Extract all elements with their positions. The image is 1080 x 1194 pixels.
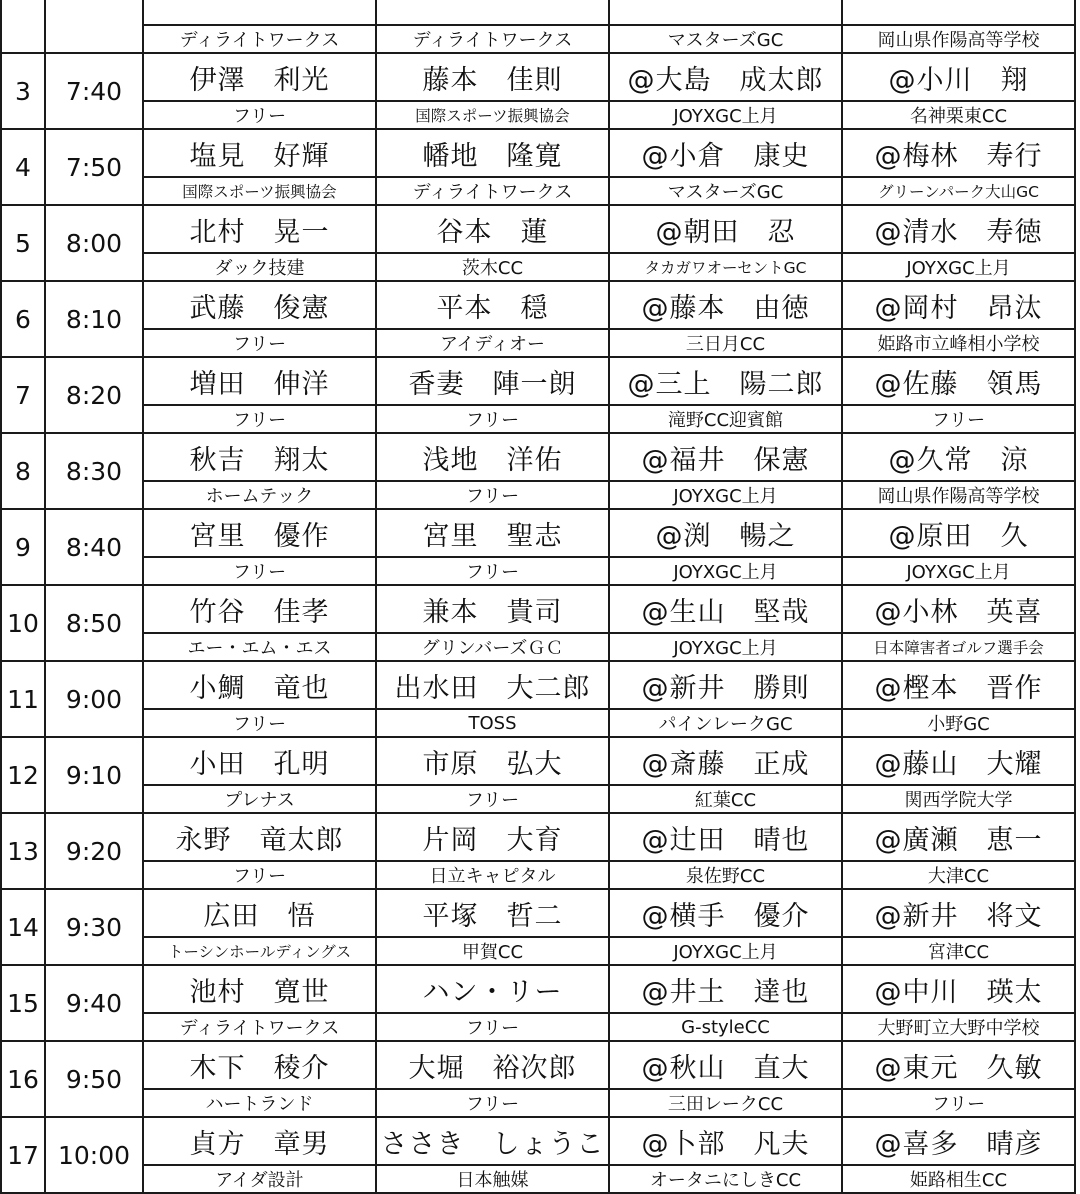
player-affiliation: パインレークGC <box>609 709 842 737</box>
group-row <box>1 509 1075 557</box>
player-name <box>842 0 1075 25</box>
player-affiliation: 滝野CC迎賓館 <box>609 405 842 433</box>
player-name: @中川 瑛太 <box>842 965 1075 1013</box>
tee-time: 8:40 <box>45 509 143 585</box>
tee-time: 9:40 <box>45 965 143 1041</box>
player-name: 小鯛 竜也 <box>143 661 376 709</box>
player-affiliation: フリー <box>376 1013 609 1041</box>
player-affiliation: 岡山県作陽高等学校 <box>842 481 1075 509</box>
player-name: @卜部 凡夫 <box>609 1117 842 1165</box>
player-name: @小倉 康史 <box>609 129 842 177</box>
player-name: @辻田 晴也 <box>609 813 842 861</box>
tee-time: 10:00 <box>45 1117 143 1193</box>
player-affiliation: G-styleCC <box>609 1013 842 1041</box>
group-row <box>1 357 1075 405</box>
player-affiliation: 大津CC <box>842 861 1075 889</box>
tee-time: 9:00 <box>45 661 143 737</box>
player-affiliation: フリー <box>376 405 609 433</box>
player-affiliation: 泉佐野CC <box>609 861 842 889</box>
player-affiliation: 姫路市立峰相小学校 <box>842 329 1075 357</box>
player-name: 木下 稜介 <box>143 1041 376 1089</box>
player-affiliation: 小野GC <box>842 709 1075 737</box>
player-name: 塩見 好輝 <box>143 129 376 177</box>
player-name: @藤山 大耀 <box>842 737 1075 785</box>
player-affiliation: フリー <box>143 101 376 129</box>
player-name: 幡地 隆寛 <box>376 129 609 177</box>
player-name: 出水田 大二郎 <box>376 661 609 709</box>
group-number: 11 <box>1 661 45 737</box>
player-name: @佐藤 領馬 <box>842 357 1075 405</box>
player-affiliation: トーシンホールディングス <box>143 937 376 965</box>
player-affiliation: フリー <box>376 1089 609 1117</box>
player-affiliation: JOYXGC上月 <box>609 557 842 585</box>
club-row <box>1 1089 1075 1117</box>
player-affiliation: フリー <box>143 329 376 357</box>
player-name: @福井 保憲 <box>609 433 842 481</box>
player-name: 兼本 貴司 <box>376 585 609 633</box>
player-name: 平塚 哲二 <box>376 889 609 937</box>
tee-time: 9:50 <box>45 1041 143 1117</box>
player-affiliation: TOSS <box>376 709 609 737</box>
player-name: 香妻 陣一朗 <box>376 357 609 405</box>
player-affiliation: プレナス <box>143 785 376 813</box>
group-number: 13 <box>1 813 45 889</box>
player-affiliation: 国際スポーツ振興協会 <box>143 177 376 205</box>
player-name: @岡村 昂汰 <box>842 281 1075 329</box>
tee-time: 7:40 <box>45 53 143 129</box>
club-row <box>1 785 1075 813</box>
player-name: @小林 英喜 <box>842 585 1075 633</box>
player-affiliation: 茨木CC <box>376 253 609 281</box>
club-row <box>1 633 1075 661</box>
player-affiliation: ディライトワークス <box>143 1013 376 1041</box>
player-affiliation: 岡山県作陽高等学校 <box>842 25 1075 53</box>
player-name: @喜多 晴彦 <box>842 1117 1075 1165</box>
player-name: 北村 晃一 <box>143 205 376 253</box>
player-affiliation: JOYXGC上月 <box>609 481 842 509</box>
player-name: @横手 優介 <box>609 889 842 937</box>
player-name: 藤本 佳則 <box>376 53 609 101</box>
player-name: @梅林 寿行 <box>842 129 1075 177</box>
player-name: 市原 弘大 <box>376 737 609 785</box>
group-row <box>1 0 1075 25</box>
player-affiliation: フリー <box>143 709 376 737</box>
player-name: @生山 堅哉 <box>609 585 842 633</box>
player-affiliation: JOYXGC上月 <box>609 937 842 965</box>
player-name: 永野 竜太郎 <box>143 813 376 861</box>
player-name: 貞方 章男 <box>143 1117 376 1165</box>
player-name: 伊澤 利光 <box>143 53 376 101</box>
player-affiliation: マスターズGC <box>609 177 842 205</box>
club-row <box>1 1013 1075 1041</box>
player-affiliation: ハートランド <box>143 1089 376 1117</box>
player-name: 片岡 大育 <box>376 813 609 861</box>
player-name: 小田 孔明 <box>143 737 376 785</box>
player-affiliation: フリー <box>842 1089 1075 1117</box>
player-name: @久常 涼 <box>842 433 1075 481</box>
tee-time: 8:50 <box>45 585 143 661</box>
player-name: @廣瀬 恵一 <box>842 813 1075 861</box>
club-row <box>1 25 1075 53</box>
player-name: 池村 寛世 <box>143 965 376 1013</box>
player-affiliation: フリー <box>376 785 609 813</box>
player-name: @渕 暢之 <box>609 509 842 557</box>
player-name: 浅地 洋佑 <box>376 433 609 481</box>
group-number: 12 <box>1 737 45 813</box>
group-number: 6 <box>1 281 45 357</box>
group-row <box>1 129 1075 177</box>
player-affiliation: アイディオー <box>376 329 609 357</box>
tee-time: 9:30 <box>45 889 143 965</box>
group-number <box>1 0 45 53</box>
group-row <box>1 1117 1075 1165</box>
tee-time: 8:30 <box>45 433 143 509</box>
player-affiliation: 関西学院大学 <box>842 785 1075 813</box>
player-affiliation: フリー <box>376 557 609 585</box>
player-name: @井土 達也 <box>609 965 842 1013</box>
player-name: 宮里 優作 <box>143 509 376 557</box>
group-number: 10 <box>1 585 45 661</box>
group-number: 17 <box>1 1117 45 1193</box>
player-affiliation: マスターズGC <box>609 25 842 53</box>
player-affiliation: 名神栗東CC <box>842 101 1075 129</box>
group-row <box>1 433 1075 481</box>
tee-time: 9:10 <box>45 737 143 813</box>
player-name: ハン・リー <box>376 965 609 1013</box>
player-name: @秋山 直大 <box>609 1041 842 1089</box>
player-name: @東元 久敏 <box>842 1041 1075 1089</box>
player-affiliation: フリー <box>143 557 376 585</box>
club-row <box>1 937 1075 965</box>
group-row <box>1 1041 1075 1089</box>
group-row <box>1 813 1075 861</box>
player-name: 宮里 聖志 <box>376 509 609 557</box>
player-affiliation: 姫路相生CC <box>842 1165 1075 1193</box>
player-affiliation: グリーンパーク大山GC <box>842 177 1075 205</box>
player-name: 谷本 蓮 <box>376 205 609 253</box>
group-row <box>1 737 1075 785</box>
group-number: 3 <box>1 53 45 129</box>
player-name: 秋吉 翔太 <box>143 433 376 481</box>
player-name: @清水 寿徳 <box>842 205 1075 253</box>
player-affiliation: JOYXGC上月 <box>609 633 842 661</box>
player-affiliation: アイダ設計 <box>143 1165 376 1193</box>
player-name: 広田 悟 <box>143 889 376 937</box>
player-name: @朝田 忍 <box>609 205 842 253</box>
group-number: 5 <box>1 205 45 281</box>
player-affiliation: フリー <box>143 861 376 889</box>
group-number: 4 <box>1 129 45 205</box>
player-affiliation: JOYXGC上月 <box>842 253 1075 281</box>
group-row <box>1 585 1075 633</box>
group-number: 8 <box>1 433 45 509</box>
player-affiliation: 日本障害者ゴルフ選手会 <box>842 633 1075 661</box>
group-number: 14 <box>1 889 45 965</box>
player-affiliation: タカガワオーセントGC <box>609 253 842 281</box>
player-affiliation: 大野町立大野中学校 <box>842 1013 1075 1041</box>
player-name <box>609 0 842 25</box>
tee-time: 8:10 <box>45 281 143 357</box>
player-affiliation: 国際スポーツ振興協会 <box>376 101 609 129</box>
player-affiliation: ディライトワークス <box>143 25 376 53</box>
tee-time: 8:20 <box>45 357 143 433</box>
player-affiliation: JOYXGC上月 <box>609 101 842 129</box>
tee-time: 8:00 <box>45 205 143 281</box>
group-row <box>1 281 1075 329</box>
player-name: @樫本 晋作 <box>842 661 1075 709</box>
player-affiliation: 宮津CC <box>842 937 1075 965</box>
player-name: @斎藤 正成 <box>609 737 842 785</box>
player-affiliation: ディライトワークス <box>376 25 609 53</box>
club-row <box>1 253 1075 281</box>
player-name <box>376 0 609 25</box>
player-name: 増田 伸洋 <box>143 357 376 405</box>
player-affiliation: オータニにしきCC <box>609 1165 842 1193</box>
player-affiliation: ホームテック <box>143 481 376 509</box>
club-row <box>1 405 1075 433</box>
player-name: @三上 陽二郎 <box>609 357 842 405</box>
group-row <box>1 205 1075 253</box>
group-row <box>1 965 1075 1013</box>
player-affiliation: 甲賀CC <box>376 937 609 965</box>
club-row <box>1 329 1075 357</box>
player-affiliation: エー・エム・エス <box>143 633 376 661</box>
club-row <box>1 177 1075 205</box>
group-row <box>1 661 1075 709</box>
player-affiliation: グリンバーズＧＣ <box>376 633 609 661</box>
player-name: 武藤 俊憲 <box>143 281 376 329</box>
player-name: 竹谷 佳孝 <box>143 585 376 633</box>
player-name: @新井 将文 <box>842 889 1075 937</box>
club-row <box>1 101 1075 129</box>
club-row <box>1 861 1075 889</box>
player-name: @大島 成太郎 <box>609 53 842 101</box>
player-name: @原田 久 <box>842 509 1075 557</box>
player-affiliation: ディライトワークス <box>376 177 609 205</box>
player-affiliation: 紅葉CC <box>609 785 842 813</box>
player-affiliation: フリー <box>376 481 609 509</box>
club-row <box>1 557 1075 585</box>
player-name: ささき しょうこ <box>376 1117 609 1165</box>
club-row <box>1 709 1075 737</box>
player-affiliation: JOYXGC上月 <box>842 557 1075 585</box>
player-name: 平本 穏 <box>376 281 609 329</box>
group-number: 16 <box>1 1041 45 1117</box>
player-affiliation: 日本触媒 <box>376 1165 609 1193</box>
tee-time: 7:50 <box>45 129 143 205</box>
player-affiliation: フリー <box>842 405 1075 433</box>
player-affiliation: 三田レークCC <box>609 1089 842 1117</box>
player-affiliation: フリー <box>143 405 376 433</box>
player-affiliation: 三日月CC <box>609 329 842 357</box>
player-affiliation: 日立キャピタル <box>376 861 609 889</box>
player-name: @小川 翔 <box>842 53 1075 101</box>
group-row <box>1 889 1075 937</box>
club-row <box>1 1165 1075 1193</box>
club-row <box>1 481 1075 509</box>
group-number: 9 <box>1 509 45 585</box>
tee-time <box>45 0 143 53</box>
group-row <box>1 53 1075 101</box>
player-name: 大堀 裕次郎 <box>376 1041 609 1089</box>
player-affiliation: ダック技建 <box>143 253 376 281</box>
player-name: @新井 勝則 <box>609 661 842 709</box>
tee-time: 9:20 <box>45 813 143 889</box>
player-name: @藤本 由徳 <box>609 281 842 329</box>
group-number: 7 <box>1 357 45 433</box>
group-number: 15 <box>1 965 45 1041</box>
player-name <box>143 0 376 25</box>
